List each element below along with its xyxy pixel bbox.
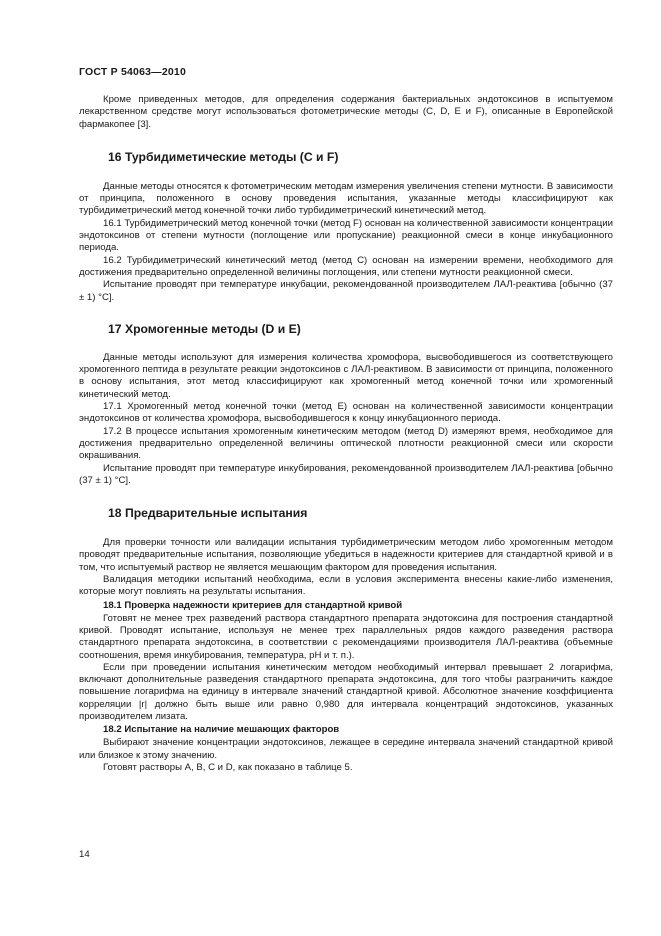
section-16-paragraph-4: Испытание проводят при температуре инкубации, рекомендованной производителем ЛАЛ-реактива [обычно (37 ± 1) °C]. bbox=[79, 279, 613, 303]
section-16-paragraph-2: 16.1 Турбидиметрический метод конечной точки (метод F) основан на количественной зависимости концентрации эндотоксинов от степени мутности (поглощение или пропускание) реакционной смеси в конце инкубационного периода. bbox=[79, 217, 613, 254]
intro-paragraph: Кроме приведенных методов, для определения содержания бактериальных эндотоксинов в испытуемом лекарственном средстве могут использоваться фотометрические методы (C, D, E и F), описанные в Европейской фармакопее [3]. bbox=[79, 94, 613, 130]
subsection-18-2-paragraph-1: Выбирают значение концентрации эндотоксинов, лежащее в середине интервала значений стандартной кривой или близкое к этому значению. bbox=[79, 737, 613, 761]
section-16-paragraph-3: 16.2 Турбидиметрический кинетический метод (метод C) основан на измерении времени, необходимого для достижения предварительно определенной величины поглощения, или степени мутности реакционной смеси. bbox=[79, 254, 613, 278]
document-body bbox=[79, 94, 613, 774]
section-17-paragraph-1: Данные методы используют для измерения количества хромофора, высвободившегося из соответствующего хромогенного пептида в результате реакции эндотоксинов с ЛАЛ-реактивом. В зависимости от принципа, положенного в основу испытания, этот метод классифицируют как хромогенный метод конечной точки или хромогенный кинетический метод. bbox=[79, 351, 613, 400]
section-16-heading: 16 Турбидиметические методы (C и F) bbox=[108, 149, 339, 164]
page-number: 14 bbox=[79, 849, 90, 860]
section-16-paragraph-1: Данные методы относятся к фотометрическим методам измерения увеличения степени мутности. В зависимости от принципа, положенного в основу проведения испытания, указанные методы классифицируют как турбидиметрический метод конечной точки либо турбидиметрический кинетический метод. bbox=[79, 180, 613, 217]
section-17-paragraph-2: 17.1 Хромогенный метод конечной точки (метод E) основан на количественной зависимости концентрации эндотоксинов от количества хромофора, высвободившегося к концу инкубационного периода. bbox=[79, 401, 613, 425]
subsection-18-1-paragraph-2: Если при проведении испытания кинетическим методом необходимый интервал превышает 2 логарифма, включают дополнительные разведения стандартного препарата эндотоксина, для того чтобы разграничить каждое повышение логарифма на единицу в интервале значений стандартной кривой. Абсолютное значение коэффициента корреляции |r| должно быть выше или равно 0,980 для интервала концентраций эндотоксинов, указанных производителем лизата. bbox=[79, 661, 613, 722]
section-18-paragraph-1: Для проверки точности или валидации испытания турбидиметрическим методом либо хромогенным методом проводят предварительные испытания, позволяющие убедиться в надежности критериев для стандартной кривой и в том, что испытуемый раствор не является мешающим фактором для проведения испытания. bbox=[79, 537, 613, 573]
subsection-18-2-heading: 18.2 Испытание на наличие мешающих факторов bbox=[103, 724, 340, 736]
section-18-paragraph-2: Валидация методики испытаний необходима, если в условия эксперимента внесены какие-либо изменения, которые могут повлиять на результаты испытания. bbox=[79, 574, 613, 598]
subsection-18-1-paragraph-1: Готовят не менее трех разведений раствора стандартного препарата эндотоксина для построения стандартной кривой. Проводят испытание, используя не менее трех параллельных рядов каждого разведения раствора стандартного препарата эндотоксина, в соответствии с рекомендациями производителя ЛАЛ-реактива (объемные соотношения, время инкубирования, температура, pH и т. п.). bbox=[79, 612, 613, 661]
section-17-heading: 17 Хромогенные методы (D и E) bbox=[108, 321, 301, 336]
subsection-18-2-paragraph-2: Готовят растворы A, B, C и D, как показано в таблице 5. bbox=[103, 761, 353, 773]
subsection-18-1-heading: 18.1 Проверка надежности критериев для стандартной кривой bbox=[103, 599, 403, 611]
section-17-paragraph-3: 17.2 В процессе испытания хромогенным кинетическим методом (метод D) измеряют время, необходимое для достижения предварительно определенной величины оптической плотности реакционной смеси или скорости окрашивания. bbox=[79, 425, 613, 462]
document-header: ГОСТ Р 54063—2010 bbox=[79, 66, 187, 78]
section-17-paragraph-4: Испытание проводят при температуре инкубирования, рекомендованной производителем ЛАЛ-реактива [обычно (37 ± 1) °C]. bbox=[79, 462, 613, 486]
section-18-heading: 18 Предварительные испытания bbox=[108, 506, 308, 521]
